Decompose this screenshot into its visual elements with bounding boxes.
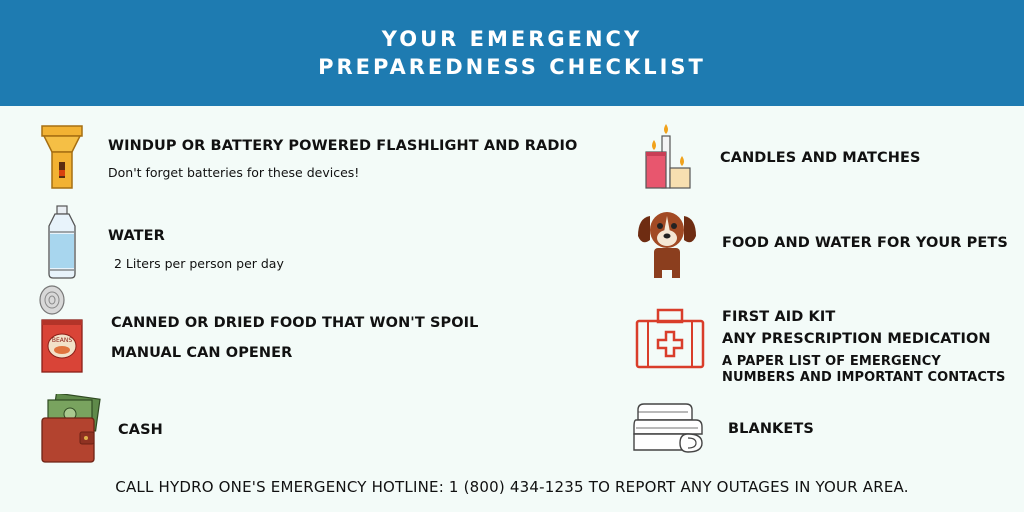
- page-title-line-1: YOUR EMERGENCY: [381, 27, 643, 51]
- candles-icon: [642, 122, 694, 190]
- header-banner: [0, 0, 1024, 106]
- flashlight-title: WINDUP OR BATTERY POWERED FLASHLIGHT AND RADIO: [108, 138, 578, 154]
- contacts-title-line-1: A PAPER LIST OF EMERGENCY: [722, 354, 941, 369]
- water-note: 2 Liters per person per day: [114, 256, 284, 271]
- pets-title: FOOD AND WATER FOR YOUR PETS: [722, 235, 1008, 251]
- flashlight-note: Don't forget batteries for these devices!: [108, 165, 360, 180]
- wallet-icon: [40, 394, 102, 464]
- page-title-line-2: PREPAREDNESS CHECKLIST: [318, 55, 706, 79]
- dog-icon: [634, 206, 700, 280]
- water-bottle-icon: [44, 204, 80, 280]
- blankets-title: BLANKETS: [728, 421, 814, 437]
- firstaid-title: FIRST AID KIT: [722, 309, 836, 325]
- water-title: WATER: [108, 228, 165, 244]
- canned-food-icon: [36, 284, 92, 376]
- blankets-icon: [630, 400, 706, 456]
- prescription-title: ANY PRESCRIPTION MEDICATION: [722, 331, 991, 347]
- svg-text:BEANS: BEANS: [51, 337, 73, 344]
- can-opener-title: MANUAL CAN OPENER: [111, 345, 293, 361]
- candles-title: CANDLES AND MATCHES: [720, 150, 921, 166]
- flashlight-icon: [38, 124, 86, 192]
- food-title: CANNED OR DRIED FOOD THAT WON'T SPOIL: [111, 315, 479, 331]
- first-aid-kit-icon: [634, 308, 706, 370]
- contacts-title-line-2: NUMBERS AND IMPORTANT CONTACTS: [722, 370, 1006, 385]
- cash-title: CASH: [118, 422, 163, 438]
- hotline-footer: CALL HYDRO ONE'S EMERGENCY HOTLINE: 1 (800) 434-1235 TO REPORT ANY OUTAGES IN YOUR AREA.: [115, 478, 909, 496]
